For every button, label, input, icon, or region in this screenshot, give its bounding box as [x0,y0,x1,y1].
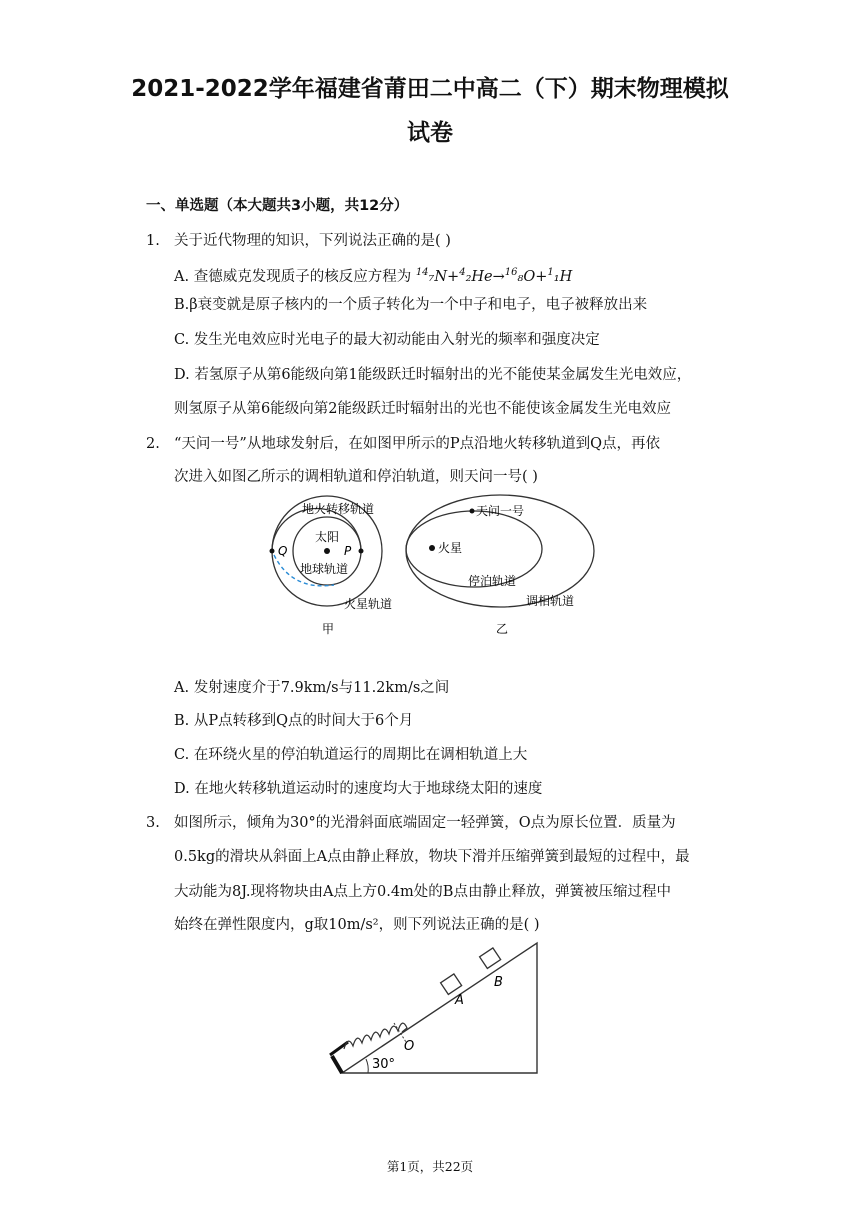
label-b: B [494,975,503,990]
q1-option-d-text1: 若氢原子从第6能级向第1能级跃迁时辐射出的光不能使某金属发生光电效应， [194,367,692,383]
q1-option-d [174,361,691,389]
q2-option-a-text: 发射速度介于7.9km/s与11.2km/s之间 [193,680,450,696]
q2-option-c-label: C. [174,747,190,763]
q2-option-c-text: 在环绕火星的停泊轨道运行的周期比在调相轨道上大 [193,747,528,763]
figure-incline [322,938,542,1080]
q2-option-b-label: B. [174,713,190,729]
q2-number: 2. [146,436,160,452]
q3-number: 3. [146,815,160,831]
q1-stem: 关于近代物理的知识，下列说法正确的是( ) [174,233,451,249]
label-earth-orbit: 地球轨道 [300,562,349,576]
label-o: O [404,1039,415,1054]
q3-stem-line1: 如图所示，倾角为30°的光滑斜面底端固定一轻弹簧，O点为原长位置．质量为 [174,815,676,831]
label-p: P [344,544,352,558]
block-b [480,948,501,969]
q1-number: 1. [146,233,160,249]
q3-stem-line2: 0.5kg的滑块从斜面上A点由静止释放，物块下滑并压缩弹簧到最短的过程中，最 [174,849,690,865]
label-transfer-orbit: 地火转移轨道 [302,502,375,516]
block-a [441,974,462,995]
q2-option-b [174,707,413,735]
page-footer: 第1页，共22页 [386,1159,474,1174]
mars-dot [429,545,435,551]
q2-option-d-text: 在地火转移轨道运动时的速度均大于地球绕太阳的速度 [194,781,543,797]
wall-base [332,1056,342,1073]
sun-dot [324,548,330,554]
label-parking-orbit: 停泊轨道 [468,574,517,588]
label-angle: 30° [372,1057,396,1072]
q2-stem-line1: “天问一号”从地球发射后，在如图甲所示的P点沿地火转移轨道到Q点，再依 [174,436,660,452]
section-heading: 一、单选题（本大题共3小题，共12分） [146,198,409,214]
point-q-dot [270,549,275,554]
q1-option-d-label: D. [174,367,190,383]
q1-option-c [174,326,600,354]
q2-option-a [174,674,449,702]
q1-option-c-label: C. [174,332,190,348]
label-phasing-orbit: 调相轨道 [526,594,575,608]
q2-option-b-text: 从P点转移到Q点的时间大于6个月 [193,713,414,729]
q2-option-d [174,775,542,803]
label-mars: 火星 [438,541,463,555]
label-probe: 天问一号 [476,504,525,518]
figure-yi [402,493,602,641]
angle-arc [366,1059,368,1073]
q3-stem-line4: 始终在弹性限度内，g取10m/s²，则下列说法正确的是( ) [174,917,540,933]
page-title-line1: 2021-2022学年福建省莆田二中高二（下）期末物理模拟 [131,76,729,102]
q2-option-d-label: D. [174,781,190,797]
label-sun: 太阳 [315,530,340,544]
q1-option-b [174,291,647,319]
caption-yi: 乙 [496,622,509,636]
q2-option-a-label: A. [174,680,190,696]
incline-triangle [342,943,537,1073]
caption-jia: 甲 [322,622,335,636]
q1-option-b-label: B. [174,297,190,313]
q1-option-d-cont: 则氢原子从第6能级向第2能级跃迁时辐射出的光也不能使该金属发生光电效应 [174,401,671,417]
point-p-dot [359,549,364,554]
label-a: A [455,993,464,1008]
q1-option-a [174,259,572,291]
page-title-line2: 试卷 [407,120,453,146]
q1-option-a-label: A. [174,268,190,285]
figure-jia [262,493,402,641]
q1-option-c-text: 发生光电效应时光电子的最大初动能由入射光的频率和强度决定 [193,332,600,348]
q3-stem-line3: 大动能为8J.现将物块由A点上方0.4m处的B点由静止释放，弹簧被压缩过程中 [174,884,671,900]
label-mars-orbit: 火星轨道 [344,597,393,611]
q2-option-c [174,741,527,769]
label-q: Q [278,544,288,558]
q1-nuclear-equation: $^{14}$₇N+$^4$₂He→$^{16}$₈O+$^1$₁H [415,267,573,285]
q2-stem-line2: 次进入如图乙所示的调相轨道和停泊轨道，则天问一号( ) [174,469,538,485]
q1-option-b-text: β衰变就是原子核内的一个质子转化为一个中子和电子，电子被释放出来 [189,297,648,313]
probe-dot [470,509,475,514]
q1-option-a-text: 查德威克发现质子的核反应方程为 [193,268,412,285]
